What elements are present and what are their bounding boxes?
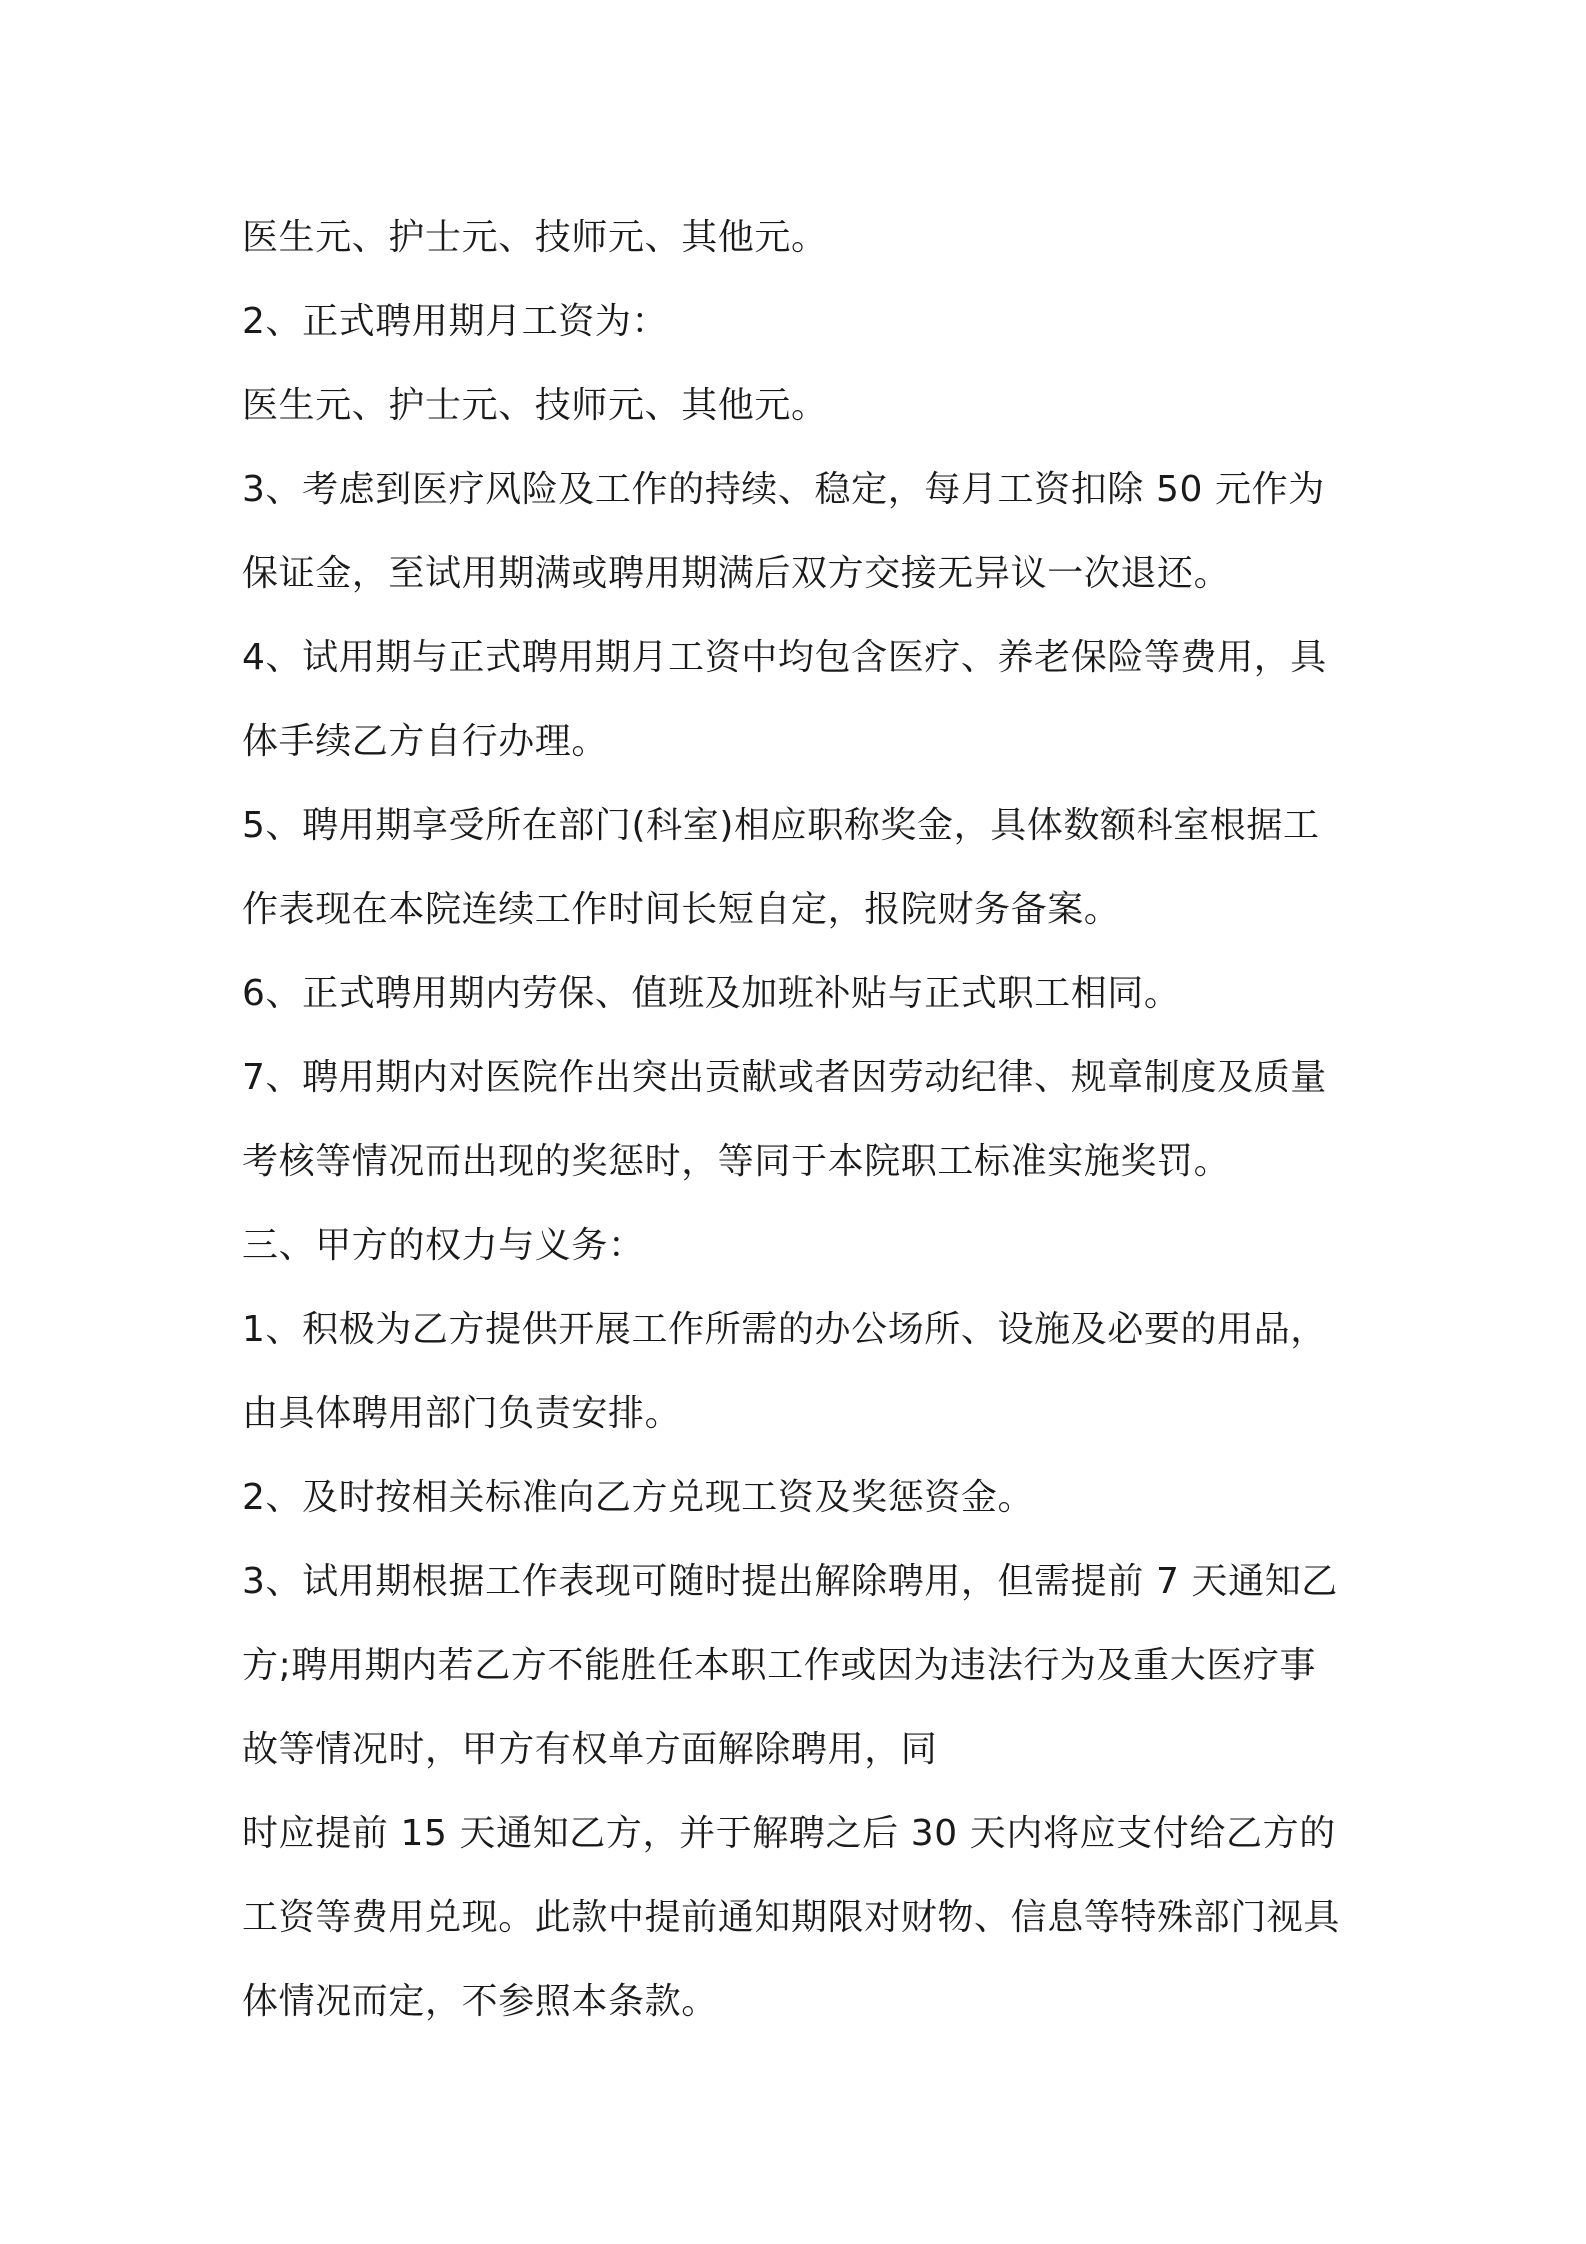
text-line: 医生元、护士元、技师元、其他元。: [242, 385, 828, 426]
text-line: 作表现在本院连续工作时间长短自定，报院财务备案。: [242, 889, 1121, 930]
text-line: 2、及时按相关标准向乙方兑现工资及奖惩资金。: [242, 1477, 1035, 1518]
text-line: 体情况而定，不参照本条款。: [242, 1981, 718, 2022]
text-line: 7、聘用期内对医院作出突出贡献或者因劳动纪律、规章制度及质量: [242, 1057, 1327, 1098]
text-line: 5、聘用期享受所在部门(科室)相应职称奖金，具体数额科室根据工: [242, 805, 1320, 846]
text-line: 保证金，至试用期满或聘用期满后双方交接无异议一次退还。: [242, 553, 1231, 594]
text-line: 方;聘用期内若乙方不能胜任本职工作或因为违法行为及重大医疗事: [242, 1645, 1317, 1686]
text-line: 1、积极为乙方提供开展工作所需的办公场所、设施及必要的用品，: [242, 1309, 1327, 1350]
section-heading: 三、甲方的权力与义务：: [242, 1225, 645, 1266]
text-line: 3、试用期根据工作表现可随时提出解除聘用，但需提前 7 天通知乙: [242, 1561, 1338, 1602]
text-line: 故等情况时，甲方有权单方面解除聘用，同: [242, 1729, 938, 1770]
text-line: 由具体聘用部门负责安排。: [242, 1393, 682, 1434]
document-body: [242, 196, 1362, 2044]
text-line: 医生元、护士元、技师元、其他元。: [242, 217, 828, 258]
text-line: 考核等情况而出现的奖惩时，等同于本院职工标准实施奖罚。: [242, 1141, 1231, 1182]
text-line: 6、正式聘用期内劳保、值班及加班补贴与正式职工相同。: [242, 973, 1181, 1014]
text-line: 2、正式聘用期月工资为：: [242, 301, 669, 342]
text-line: 体手续乙方自行办理。: [242, 721, 609, 762]
text-line: 工资等费用兑现。此款中提前通知期限对财物、信息等特殊部门视具: [242, 1897, 1341, 1938]
text-line: 3、考虑到医疗风险及工作的持续、稳定，每月工资扣除 50 元作为: [242, 469, 1325, 510]
text-line: 4、试用期与正式聘用期月工资中均包含医疗、养老保险等费用，具: [242, 637, 1327, 678]
text-line: 时应提前 15 天通知乙方，并于解聘之后 30 天内将应支付给乙方的: [242, 1813, 1336, 1854]
